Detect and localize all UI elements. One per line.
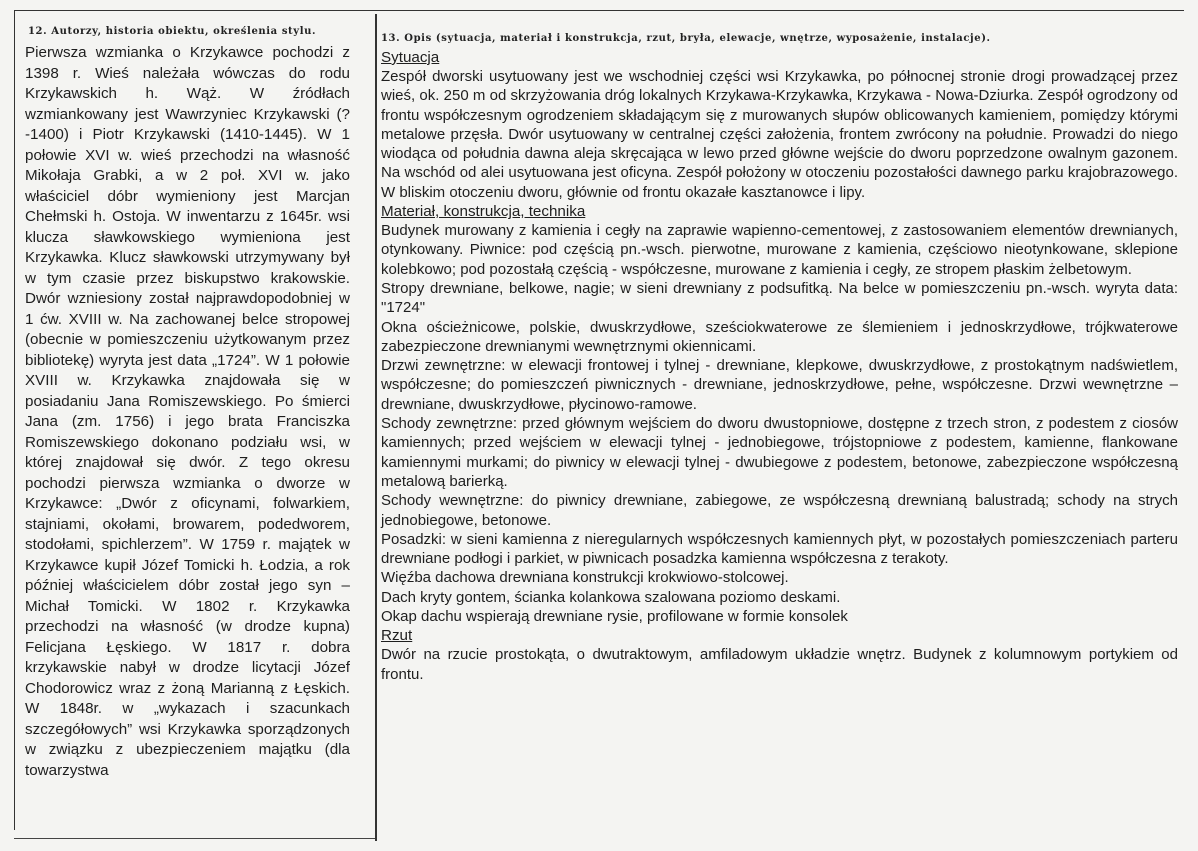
material-paragraph: Drzwi zewnętrzne: w elewacji frontowej i tylnej - drewniane, klepkowe, dwuskrzydłowe, z prostokątnym nadświetlem, współczesne; do pomieszczeń piwnicznych - drewniane, jednoskrzydłowe, pełne, współczesne. Drzwi wewnętrzne – drewniane, dwuskrzydłowe, płycinowo-ramowe.	[381, 357, 1178, 413]
material-paragraph: Okap dachu wspierają drewniane rysie, profilowane w formie konsolek	[381, 608, 848, 626]
sytuacja-title: Sytuacja	[381, 49, 440, 66]
sytuacja-text: Zespół dworski usytuowany jest we wschodniej części wsi Krzykawka, po północnej stronie drogi prowadzącej przez wieś, ok. 250 m od skrzyżowania dróg lokalnych Krzykawa-Krzykawka, Krzykawa - Nowa-Dziurka. Zespół ogrodzony od frontu współczesnym ogrodzeniem składającym się z murowanych słupów oblicowanych kamieniem, pomiędzy którymi metalowe przęsła. Dwór usytuowany w centralnej części założenia, frontem zwrócony na południe. Prowadzi do niego wiodąca od południa dawna aleja skręcająca w lewo przed główne wejście do dworu poprzedzone owalnym gazonem. Na wschód od alei usytuowana jest oficyna. Zespół położony w otoczeniu pozostałości dawnego parku krajobrazowego. W bliskim otoczeniu dworu, głównie od frontu okazałe kasztanowce i lipy.	[381, 68, 1178, 201]
page-frame-top	[14, 10, 1184, 11]
description-header: 13. Opis (sytuacja, materiał i konstrukcja, rzut, bryła, elewacje, wnętrze, wyposażenie, instalacje).	[381, 33, 991, 44]
material-paragraph: Schody wewnętrzne: do piwnicy drewniane, zabiegowe, ze współczesną drewnianą balustradą; schody na strych jednobiegowe, betonowe.	[381, 492, 1178, 529]
material-paragraph: Budynek murowany z kamienia i cegły na zaprawie wapienno-cementowej, z zastosowaniem elementów drewnianych, otynkowany. Piwnice: pod częścią pn.-wsch. pierwotne, murowane z kamienia, częściowo nieotynkowane, sklepione kolebkowo; pod pozostałą częścią - współczesne, murowane z kamienia i cegły, ze stropem płaskim żelbetowym.	[381, 222, 1178, 278]
rzut-text: Dwór na rzucie prostokąta, o dwutraktowym, amfiladowym układzie wnętrz. Budynek z kolumnowym portykiem od frontu.	[381, 646, 1178, 683]
material-paragraph: Posadzki: w sieni kamienna z nieregularnych współczesnych kamiennych płyt, w pozostałych pomieszczeniach parteru drewniane podłogi i parkiet, w piwnicach posadzka kamienna współczesna z terakoty.	[381, 530, 1178, 568]
material-paragraph: Schody zewnętrzne: przed głównym wejściem do dworu dwustopniowe, dostępne z trzech stron, z podestem z ciosów kamiennych; przed wejściem w elewacji tylnej - jednobiegowe, trójstopniowe z podestem, kamienne, flankowane kamiennymi murkami; do piwnicy w elewacji tylnej - dwubiegowe z podestem, betonowe, zabezpieczone współczesną metalową barierką.	[381, 415, 1178, 490]
material-paragraph: Okna ościeżnicowe, polskie, dwuskrzydłowe, sześciokwaterowe ze ślemieniem i jednoskrzydłowe, trójkwaterowe zabezpieczone drewnianymi wewnętrznymi okiennicami.	[381, 318, 1178, 355]
history-text: Pierwsza wzmianka o Krzykawce pochodzi z 1398 r. Wieś należała wówczas do rodu Krzykawskich h. Wąż. W źródłach wzmiankowany jest Wawrzyniec Krzykawski (?-1400) i Piotr Krzykawski (1410-1445). W 1 połowie XVI w. wieś przechodzi na własność Mikołaja Grabki, a w 2 poł. XVI w. jako właściciel dóbr wymieniony jest Marcjan Chełmski h. Ostoja. W inwentarzu z 1645r. wsi klucza sławkowskiego wymieniona jest Krzykawka. Klucz sławkowski utrzymywany był w tym czasie przez biskupstwo krakowskie. Dwór wzniesiony został najprawdopodobniej w 1 ćw. XVIII w. Na zachowanej belce stropowej (obecnie w pomieszczeniu użytkowanym przez bibliotekę) wyryta jest data „1724”. W 1 połowie XVIII w. Krzykawka znajdowała się w posiadaniu Jana Romiszewskiego. Po śmierci Jana (zm. 1756) i jego brata Franciszka Romiszewskiego dokonano podziału wsi, w której znajdował się dwór. Z tego okresu pochodzi pierwsza wzmianka o dworze w Krzykawce: „Dwór z oficynami, folwarkiem, stajniami, okołami, browarem, podedworem, stodołami, spichlerzem”. W 1759 r. majątek w Krzykawce kupił Józef Tomicki h. Łodzia, a rok później właścicielem dóbr został jego syn – Michał Tomicki. W 1802 r. Krzykawka przechodzi na własność (w drodze kupna) Felicjana Łęskiego. W 1817 r. dobra krzykawskie nabył w drodze licytacji Józef Chodorowicz wraz z żoną Marianną z Łęskich. W 1848r. w „wykazach i szacunkach szczegółowych” wsi Krzykawka sporządzonych w związku z ubezpieczeniem majątku (dla towarzystwa	[25, 44, 350, 779]
material-paragraph: Dach kryty gontem, ścianka kolankowa szalowana poziomo deskami.	[381, 588, 841, 606]
material-paragraph: Więźba dachowa drewniana konstrukcji krokwiowo-stolcowej.	[381, 569, 789, 587]
description-column	[381, 33, 1178, 684]
left-column-bottom-rule	[14, 838, 375, 839]
material-title: Materiał, konstrukcja, technika	[381, 203, 586, 221]
history-column	[25, 26, 350, 781]
column-divider	[375, 14, 377, 841]
material-paragraph: Stropy drewniane, belkowe, nagie; w sieni drewniany z podsufitką. Na belce w pomieszczeniu pn.-wsch. wyryta data: "1724"	[381, 279, 1178, 317]
history-header: 12. Autorzy, historia obiektu, określenia stylu.	[28, 26, 317, 37]
page-frame-left	[14, 10, 15, 830]
rzut-title: Rzut	[381, 627, 413, 645]
